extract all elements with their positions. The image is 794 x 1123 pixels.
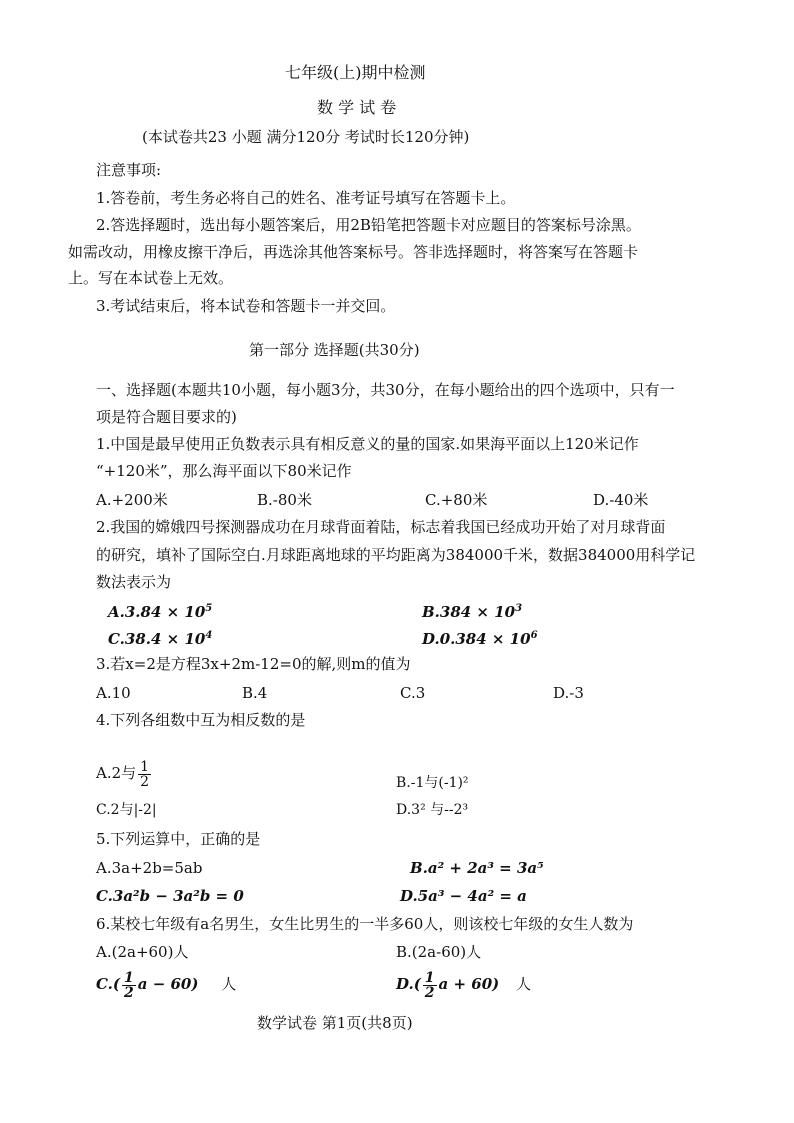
notice-item-2-cont: 如需改动，用橡皮擦干净后，再选涂其他答案标号。答非选择题时，将答案写在答题卡 (68, 243, 639, 261)
part1-title: 第一部分 选择题(共30分) (249, 341, 420, 359)
part1-intro-cont: 项是符合题目要求的) (96, 408, 237, 426)
q6-option-b: B.(2a-60)人 (396, 943, 482, 961)
q2-option-c: $C.38.4 \times 10^4$ (108, 630, 213, 648)
q1-stem-cont: “+120米”，那么海平面以下80米记作 (96, 462, 352, 480)
q6-c-fraction: $\frac{1}{2}$ (124, 969, 134, 1001)
q3-option-a: A.10 (96, 684, 131, 702)
q1-option-c: C.+80米 (425, 491, 488, 509)
q4-option-a: A.2与 $\frac{1}{2}$ (96, 758, 150, 790)
q5-option-b: B.a² + 2a³ = 3a⁵ (410, 859, 544, 877)
q2-stem-cont: 的研究，填补了国际空白.月球距离地球的平均距离为384000千米，数据384000用科学记 (96, 546, 696, 564)
page-footer: 数学试卷 第1页(共8页) (257, 1014, 413, 1032)
notice-item-3: 3.考试结束后，将本试卷和答题卡一并交回。 (96, 297, 396, 315)
q4-fraction: $\frac{1}{2}$ (140, 758, 150, 790)
q2-option-b: $B.384 \times 10^3$ (422, 603, 523, 621)
q6-option-a: A.(2a+60)人 (96, 943, 189, 961)
q5-option-d: D.5a³ − 4a² = a (400, 887, 527, 905)
q3-stem: 3.若x=2是方程3x+2m-12=0的解,则m的值为 (96, 655, 411, 673)
q3-option-c: C.3 (400, 684, 426, 702)
q1-stem: 1.中国是最早使用正负数表示具有相反意义的量的国家.如果海平面以上120米记作 (96, 435, 639, 453)
notice-title: 注意事项: (96, 161, 162, 179)
q4-stem: 4.下列各组数中互为相反数的是 (96, 711, 306, 729)
notice-item-2: 2.答选择题时，选出每小题答案后，用2B铅笔把答题卡对应题目的答案标号涂黑。 (96, 216, 641, 234)
exam-info: (本试卷共23 小题 满分120分 考试时长120分钟) (142, 128, 470, 146)
q1-option-a: A.+200米 (96, 491, 168, 509)
q6-option-c: C.( $\frac{1}{2}$ a − 60) 人 (96, 969, 237, 1001)
q3-option-b: B.4 (242, 684, 268, 702)
notice-item-1: 1.答卷前，考生务必将自己的姓名、准考证号填写在答题卡上。 (96, 189, 516, 207)
q4-option-c: C.2与|-2| (96, 802, 157, 818)
q5-option-a: A.3a+2b=5ab (96, 859, 203, 877)
part1-intro: 一、选择题(本题共10小题，每小题3分，共30分，在每小题给出的四个选项中，只有一 (96, 381, 675, 399)
notice-item-2-cont2: 上。写在本试卷上无效。 (68, 269, 234, 287)
q6-d-fraction: $\frac{1}{2}$ (424, 969, 435, 1001)
subject-title: 数 学 试 卷 (317, 98, 397, 117)
q2-stem: 2.我国的嫦娥四号探测器成功在月球背面着陆，标志着我国已经成功开始了对月球背面 (96, 518, 666, 536)
q6-option-d: D.( $\frac{1}{2}$ a + 60) 人 (396, 969, 532, 1001)
q2-option-d: $D.0.384 \times 10^6$ (422, 630, 538, 648)
q4-option-b: B.-1与(-1)² (396, 775, 469, 791)
q6-stem: 6.某校七年级有a名男生，女生比男生的一半多60人，则该校七年级的女生人数为 (96, 915, 634, 933)
q3-option-d: D.-3 (553, 684, 584, 702)
q2-stem-cont2: 数法表示为 (96, 573, 172, 591)
q4-option-d: D.3² 与--2³ (396, 802, 469, 818)
exam-title: 七年级(上)期中检测 (285, 63, 426, 82)
q5-option-c: C.3a²b − 3a²b = 0 (96, 887, 244, 905)
q5-stem: 5.下列运算中，正确的是 (96, 830, 261, 848)
q1-option-b: B.-80米 (257, 491, 312, 509)
q1-option-d: D.-40米 (593, 491, 649, 509)
q2-option-a: $A.3.84 \times 10^5$ (108, 603, 213, 621)
